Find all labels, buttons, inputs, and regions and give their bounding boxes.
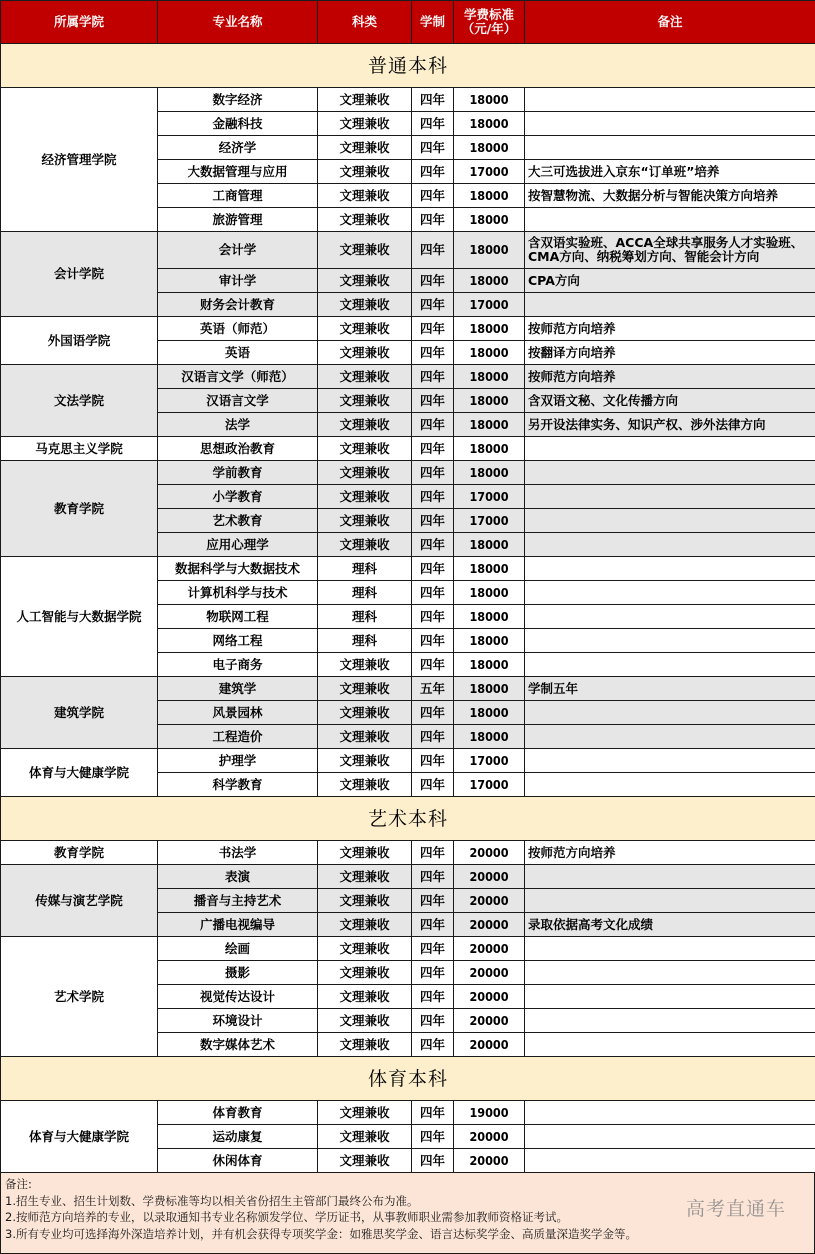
major-cell: 汉语言文学	[158, 389, 318, 413]
fee-cell: 18000	[454, 581, 525, 605]
category-cell: 文理兼收	[318, 1125, 412, 1149]
section-row	[1, 44, 815, 88]
duration-cell: 四年	[412, 533, 454, 557]
duration-cell: 四年	[412, 317, 454, 341]
note-cell	[525, 208, 815, 232]
note-cell	[525, 1125, 815, 1149]
section-title: 体育本科	[1, 1057, 815, 1101]
category-cell: 文理兼收	[318, 961, 412, 985]
note-cell	[525, 581, 815, 605]
duration-cell: 四年	[412, 112, 454, 136]
fee-cell: 17000	[454, 485, 525, 509]
duration-cell: 四年	[412, 773, 454, 797]
major-cell: 艺术教育	[158, 509, 318, 533]
note-cell	[525, 773, 815, 797]
note-cell: 按师范方向培养	[525, 841, 815, 865]
duration-cell: 四年	[412, 961, 454, 985]
fee-cell: 17000	[454, 509, 525, 533]
note-cell	[525, 653, 815, 677]
duration-cell: 四年	[412, 509, 454, 533]
note-cell: 大三可选拔进入京东“订单班”培养	[525, 160, 815, 184]
fee-cell: 20000	[454, 913, 525, 937]
table-row	[1, 865, 815, 889]
note-cell	[525, 701, 815, 725]
duration-cell: 四年	[412, 341, 454, 365]
fee-cell: 18000	[454, 557, 525, 581]
duration-cell: 四年	[412, 653, 454, 677]
footnote-item: 3.所有专业均可选择海外深造培养计划，并有机会获得专项奖学金：如雅思奖学金、语言达标奖学金、高质量深造奖学金等。	[5, 1226, 810, 1243]
fee-cell: 18000	[454, 341, 525, 365]
section-title: 普通本科	[1, 44, 815, 88]
major-cell: 大数据管理与应用	[158, 160, 318, 184]
duration-cell: 四年	[412, 865, 454, 889]
major-cell: 网络工程	[158, 629, 318, 653]
fee-cell: 18000	[454, 365, 525, 389]
duration-cell: 四年	[412, 293, 454, 317]
major-cell: 书法学	[158, 841, 318, 865]
major-cell: 应用心理学	[158, 533, 318, 557]
fee-cell: 19000	[454, 1101, 525, 1125]
note-cell	[525, 1101, 815, 1125]
major-cell: 法学	[158, 413, 318, 437]
fee-cell: 20000	[454, 841, 525, 865]
major-cell: 休闲体育	[158, 1149, 318, 1173]
note-cell	[525, 88, 815, 112]
college-cell: 教育学院	[1, 841, 158, 865]
category-cell: 理科	[318, 605, 412, 629]
footnote-item: 1.招生专业、招生计划数、学费标准等均以相关省份招生主管部门最终公布为准。	[5, 1193, 810, 1210]
note-cell	[525, 629, 815, 653]
major-cell: 汉语言文学（师范）	[158, 365, 318, 389]
note-cell	[525, 557, 815, 581]
duration-cell: 四年	[412, 557, 454, 581]
duration-cell: 四年	[412, 1149, 454, 1173]
table-row	[1, 841, 815, 865]
category-cell: 文理兼收	[318, 341, 412, 365]
major-cell: 学前教育	[158, 461, 318, 485]
college-cell: 建筑学院	[1, 677, 158, 749]
category-cell: 文理兼收	[318, 112, 412, 136]
major-cell: 会计学	[158, 232, 318, 269]
note-cell	[525, 749, 815, 773]
note-cell: 含双语文秘、文化传播方向	[525, 389, 815, 413]
table-header-row	[1, 1, 815, 44]
fee-cell: 20000	[454, 1009, 525, 1033]
category-cell: 文理兼收	[318, 913, 412, 937]
category-cell: 理科	[318, 557, 412, 581]
fee-cell: 18000	[454, 317, 525, 341]
category-cell: 文理兼收	[318, 461, 412, 485]
category-cell: 文理兼收	[318, 232, 412, 269]
category-cell: 文理兼收	[318, 701, 412, 725]
fee-cell: 18000	[454, 269, 525, 293]
table-row	[1, 461, 815, 485]
category-cell: 文理兼收	[318, 317, 412, 341]
duration-cell: 四年	[412, 437, 454, 461]
fee-cell: 18000	[454, 184, 525, 208]
major-cell: 工程造价	[158, 725, 318, 749]
duration-cell: 四年	[412, 365, 454, 389]
fee-cell: 18000	[454, 725, 525, 749]
college-cell: 人工智能与大数据学院	[1, 557, 158, 677]
category-cell: 文理兼收	[318, 136, 412, 160]
note-cell	[525, 1149, 815, 1173]
category-cell: 文理兼收	[318, 413, 412, 437]
major-cell: 摄影	[158, 961, 318, 985]
fee-cell: 20000	[454, 1149, 525, 1173]
duration-cell: 四年	[412, 1033, 454, 1057]
category-cell: 文理兼收	[318, 160, 412, 184]
college-cell: 会计学院	[1, 232, 158, 317]
college-cell: 体育与大健康学院	[1, 749, 158, 797]
major-cell: 科学教育	[158, 773, 318, 797]
major-cell: 工商管理	[158, 184, 318, 208]
major-cell: 建筑学	[158, 677, 318, 701]
category-cell: 文理兼收	[318, 985, 412, 1009]
category-cell: 文理兼收	[318, 88, 412, 112]
category-cell: 文理兼收	[318, 533, 412, 557]
major-cell: 英语	[158, 341, 318, 365]
major-cell: 金融科技	[158, 112, 318, 136]
footnote-item: 2.按师范方向培养的专业，以录取通知书专业名称颁发学位、学历证书，从事教师职业需参加教师资格证考试。	[5, 1209, 810, 1226]
table-row	[1, 937, 815, 961]
header-major: 专业名称	[158, 1, 318, 44]
note-cell	[525, 961, 815, 985]
college-cell: 体育与大健康学院	[1, 1101, 158, 1173]
note-cell	[525, 136, 815, 160]
duration-cell: 四年	[412, 985, 454, 1009]
category-cell: 文理兼收	[318, 725, 412, 749]
table-body	[1, 44, 815, 1173]
note-cell: CPA方向	[525, 269, 815, 293]
table-row	[1, 88, 815, 112]
note-cell: 学制五年	[525, 677, 815, 701]
fee-cell: 18000	[454, 629, 525, 653]
duration-cell: 四年	[412, 913, 454, 937]
category-cell: 文理兼收	[318, 184, 412, 208]
table-row	[1, 557, 815, 581]
major-cell: 物联网工程	[158, 605, 318, 629]
fee-cell: 18000	[454, 208, 525, 232]
fee-cell: 17000	[454, 160, 525, 184]
category-cell: 文理兼收	[318, 509, 412, 533]
major-cell: 运动康复	[158, 1125, 318, 1149]
duration-cell: 四年	[412, 841, 454, 865]
header-category: 科类	[318, 1, 412, 44]
major-cell: 英语（师范）	[158, 317, 318, 341]
category-cell: 文理兼收	[318, 889, 412, 913]
fee-cell: 18000	[454, 413, 525, 437]
fee-cell: 18000	[454, 232, 525, 269]
table-row	[1, 317, 815, 341]
category-cell: 文理兼收	[318, 937, 412, 961]
major-cell: 视觉传达设计	[158, 985, 318, 1009]
category-cell: 文理兼收	[318, 365, 412, 389]
header-college: 所属学院	[1, 1, 158, 44]
duration-cell: 四年	[412, 749, 454, 773]
duration-cell: 四年	[412, 605, 454, 629]
note-cell	[525, 937, 815, 961]
note-cell: 录取依据高考文化成绩	[525, 913, 815, 937]
note-cell	[525, 605, 815, 629]
college-cell: 教育学院	[1, 461, 158, 557]
college-cell: 经济管理学院	[1, 88, 158, 232]
table-row	[1, 749, 815, 773]
note-cell: 按智慧物流、大数据分析与智能决策方向培养	[525, 184, 815, 208]
fee-cell: 18000	[454, 136, 525, 160]
fee-cell: 20000	[454, 985, 525, 1009]
fee-cell: 18000	[454, 112, 525, 136]
duration-cell: 五年	[412, 677, 454, 701]
duration-cell: 四年	[412, 937, 454, 961]
note-cell: 另开设法律实务、知识产权、涉外法律方向	[525, 413, 815, 437]
duration-cell: 四年	[412, 413, 454, 437]
header-note: 备注	[525, 1, 815, 44]
college-cell: 马克思主义学院	[1, 437, 158, 461]
fee-cell: 18000	[454, 533, 525, 557]
college-cell: 艺术学院	[1, 937, 158, 1057]
section-row	[1, 1057, 815, 1101]
table-row	[1, 437, 815, 461]
duration-cell: 四年	[412, 1009, 454, 1033]
fee-cell: 17000	[454, 293, 525, 317]
table-row	[1, 365, 815, 389]
category-cell: 文理兼收	[318, 1149, 412, 1173]
major-cell: 广播电视编导	[158, 913, 318, 937]
note-cell: 含双语实验班、ACCA全球共享服务人才实验班、CMA方向、纳税筹划方向、智能会计方向	[525, 232, 815, 269]
major-cell: 数字媒体艺术	[158, 1033, 318, 1057]
fee-cell: 18000	[454, 88, 525, 112]
major-cell: 电子商务	[158, 653, 318, 677]
category-cell: 文理兼收	[318, 749, 412, 773]
duration-cell: 四年	[412, 269, 454, 293]
major-cell: 数据科学与大数据技术	[158, 557, 318, 581]
category-cell: 文理兼收	[318, 1101, 412, 1125]
fee-cell: 18000	[454, 677, 525, 701]
note-cell	[525, 112, 815, 136]
note-cell: 按师范方向培养	[525, 317, 815, 341]
college-cell: 传媒与演艺学院	[1, 865, 158, 937]
category-cell: 理科	[318, 629, 412, 653]
note-cell	[525, 889, 815, 913]
duration-cell: 四年	[412, 629, 454, 653]
fee-cell: 18000	[454, 389, 525, 413]
category-cell: 文理兼收	[318, 1033, 412, 1057]
footnotes-title: 备注:	[5, 1176, 810, 1193]
college-cell: 文法学院	[1, 365, 158, 437]
category-cell: 文理兼收	[318, 1009, 412, 1033]
fee-cell: 18000	[454, 653, 525, 677]
fee-cell: 18000	[454, 701, 525, 725]
major-cell: 审计学	[158, 269, 318, 293]
duration-cell: 四年	[412, 208, 454, 232]
major-cell: 经济学	[158, 136, 318, 160]
category-cell: 文理兼收	[318, 841, 412, 865]
duration-cell: 四年	[412, 1125, 454, 1149]
header-fee: 学费标准 （元/年）	[454, 1, 525, 44]
note-cell	[525, 725, 815, 749]
duration-cell: 四年	[412, 461, 454, 485]
note-cell	[525, 865, 815, 889]
major-cell: 小学教育	[158, 485, 318, 509]
major-cell: 绘画	[158, 937, 318, 961]
fee-cell: 20000	[454, 961, 525, 985]
major-cell: 体育教育	[158, 1101, 318, 1125]
fee-cell: 20000	[454, 937, 525, 961]
table-row	[1, 677, 815, 701]
note-cell	[525, 437, 815, 461]
category-cell: 理科	[318, 581, 412, 605]
duration-cell: 四年	[412, 725, 454, 749]
fee-cell: 20000	[454, 1125, 525, 1149]
duration-cell: 四年	[412, 232, 454, 269]
footnotes-panel	[0, 1173, 815, 1254]
fee-cell: 17000	[454, 773, 525, 797]
category-cell: 文理兼收	[318, 865, 412, 889]
category-cell: 文理兼收	[318, 677, 412, 701]
category-cell: 文理兼收	[318, 653, 412, 677]
category-cell: 文理兼收	[318, 389, 412, 413]
duration-cell: 四年	[412, 389, 454, 413]
note-cell: 按师范方向培养	[525, 365, 815, 389]
fee-cell: 20000	[454, 865, 525, 889]
table-row	[1, 1101, 815, 1125]
note-cell	[525, 985, 815, 1009]
category-cell: 文理兼收	[318, 293, 412, 317]
category-cell: 文理兼收	[318, 773, 412, 797]
section-row	[1, 797, 815, 841]
duration-cell: 四年	[412, 581, 454, 605]
duration-cell: 四年	[412, 701, 454, 725]
major-cell: 财务会计教育	[158, 293, 318, 317]
major-cell: 环境设计	[158, 1009, 318, 1033]
note-cell: 按翻译方向培养	[525, 341, 815, 365]
major-cell: 风景园林	[158, 701, 318, 725]
duration-cell: 四年	[412, 1101, 454, 1125]
fee-cell: 18000	[454, 437, 525, 461]
duration-cell: 四年	[412, 485, 454, 509]
note-cell	[525, 533, 815, 557]
major-cell: 播音与主持艺术	[158, 889, 318, 913]
note-cell	[525, 509, 815, 533]
major-cell: 数字经济	[158, 88, 318, 112]
duration-cell: 四年	[412, 136, 454, 160]
major-cell: 思想政治教育	[158, 437, 318, 461]
section-title: 艺术本科	[1, 797, 815, 841]
header-duration: 学制	[412, 1, 454, 44]
note-cell	[525, 485, 815, 509]
note-cell	[525, 1009, 815, 1033]
category-cell: 文理兼收	[318, 269, 412, 293]
duration-cell: 四年	[412, 889, 454, 913]
major-cell: 旅游管理	[158, 208, 318, 232]
fee-cell: 20000	[454, 1033, 525, 1057]
major-cell: 计算机科学与技术	[158, 581, 318, 605]
fee-cell: 18000	[454, 461, 525, 485]
watermark: 高考直通车	[686, 1201, 786, 1218]
table-row	[1, 232, 815, 269]
major-cell: 表演	[158, 865, 318, 889]
category-cell: 文理兼收	[318, 485, 412, 509]
category-cell: 文理兼收	[318, 437, 412, 461]
duration-cell: 四年	[412, 184, 454, 208]
fee-cell: 17000	[454, 749, 525, 773]
duration-cell: 四年	[412, 160, 454, 184]
note-cell	[525, 461, 815, 485]
college-cell: 外国语学院	[1, 317, 158, 365]
note-cell	[525, 293, 815, 317]
note-cell	[525, 1033, 815, 1057]
fee-cell: 20000	[454, 889, 525, 913]
major-cell: 护理学	[158, 749, 318, 773]
fee-cell: 18000	[454, 605, 525, 629]
duration-cell: 四年	[412, 88, 454, 112]
category-cell: 文理兼收	[318, 208, 412, 232]
